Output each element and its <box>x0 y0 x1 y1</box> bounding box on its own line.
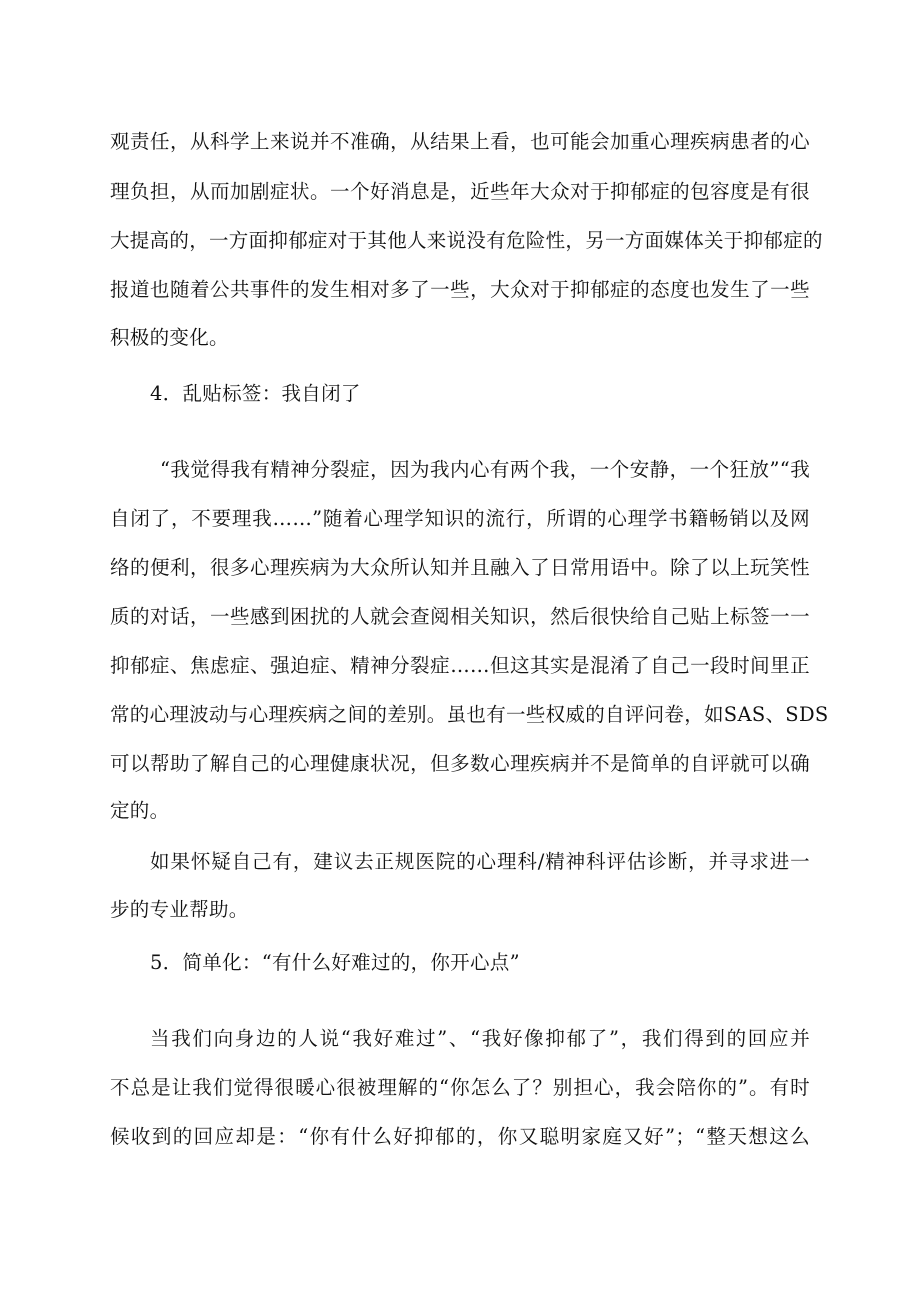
paragraph-line: 观责任，从科学上来说并不准确，从结果上看，也可能会加重心理疾病患者的心 <box>110 130 810 153</box>
paragraph-line: 大提高的，一方面抑郁症对于其他人来说没有危险性，另一方面媒体关于抑郁症的 <box>110 229 823 252</box>
paragraph-line: “我觉得我有精神分裂症，因为我内心有两个我，一个安静，一个狂放”“我 <box>160 458 810 481</box>
paragraph-line: 候收到的回应却是：“你有什么好抑郁的，你又聪明家庭又好”；“整天想这么 <box>110 1125 810 1148</box>
paragraph-line: 积极的变化。 <box>110 326 229 349</box>
paragraph-line: 可以帮助了解自己的心理健康状况，但多数心理疾病并不是简单的自评就可以确 <box>110 752 810 775</box>
paragraph-line: 如果怀疑自己有，建议去正规医院的心理科/精神科评估诊断，并寻求进一 <box>150 850 810 873</box>
paragraph-line: 不总是让我们觉得很暖心很被理解的“你怎么了？别担心，我会陪你的”。有时 <box>110 1076 810 1099</box>
paragraph-line: 报道也随着公共事件的发生相对多了一些，大众对于抑郁症的态度也发生了一些 <box>110 278 810 301</box>
paragraph-line: 质的对话，一些感到困扰的人就会查阅相关知识，然后很快给自己贴上标签一一 <box>110 605 810 628</box>
paragraph-line: 定的。 <box>110 799 170 822</box>
paragraph-line: 理负担，从而加剧症状。一个好消息是，近些年大众对于抑郁症的包容度是有很 <box>110 180 810 203</box>
paragraph-line: 当我们向身边的人说“我好难过”、“我好像抑郁了”，我们得到的回应并 <box>150 1027 810 1050</box>
paragraph-line: 抑郁症、焦虑症、强迫症、精神分裂症……但这其实是混淆了自己一段时间里正 <box>110 654 810 677</box>
paragraph-line: 络的便利，很多心理疾病为大众所认知并且融入了日常用语中。除了以上玩笑性 <box>110 556 810 579</box>
section-4-heading: 4．乱贴标签：我自闭了 <box>150 382 361 405</box>
paragraph-line: 自闭了，不要理我……”随着心理学知识的流行，所谓的心理学书籍畅销以及网 <box>110 507 810 530</box>
section-5-heading: 5．简单化：“有什么好难过的，你开心点” <box>150 951 520 974</box>
paragraph-line: 常的心理波动与心理疾病之间的差别。虽也有一些权威的自评问卷，如SAS、SDS <box>110 703 829 726</box>
paragraph-line: 步的专业帮助。 <box>110 898 249 921</box>
